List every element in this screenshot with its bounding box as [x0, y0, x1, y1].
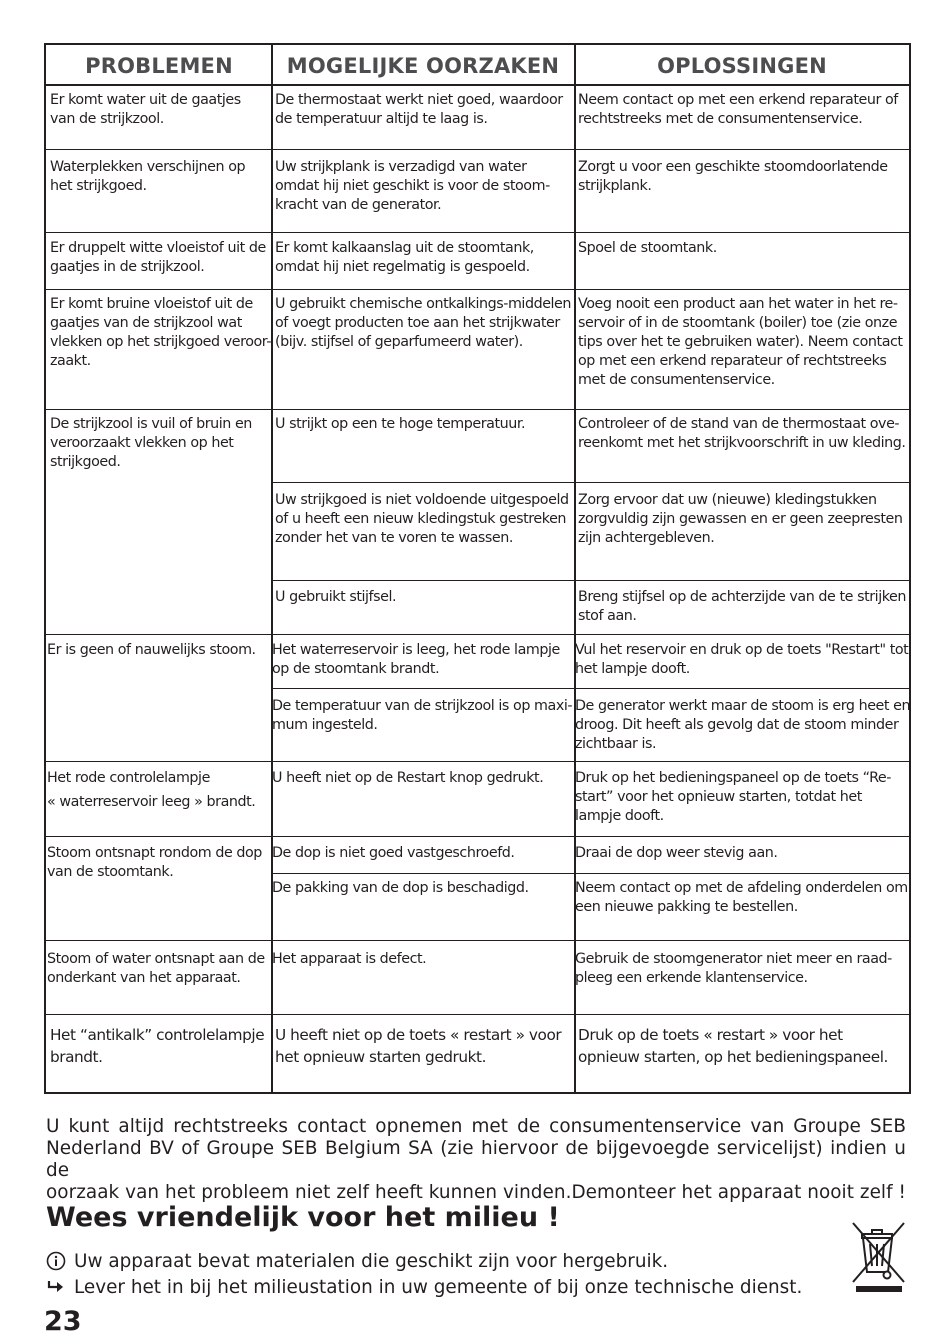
cause-cell: De thermostaat werkt niet goed, waardoor de temperatuur altijd te laag is.	[275, 92, 563, 127]
crossed-out-wheelie-bin-icon	[850, 1220, 908, 1298]
row-divider	[46, 149, 910, 150]
cause-cell: U heeft niet op de toets « restart » voor het opnieuw starten gedrukt.	[275, 1026, 562, 1066]
cause-cell: U gebruikt chemische ontkalkings-middelen of voegt producten toe aan het strijkwater (bijv. stijfsel of geparfumeerd water).	[275, 296, 572, 350]
problem-cell: Het rode controlelampje « waterreservoir leeg » brandt.	[47, 770, 256, 810]
environment-item: Lever het in bij het milieustation in uw gemeente of bij onze technische dienst.	[46, 1276, 802, 1298]
row-divider	[46, 289, 910, 290]
environment-heading: Wees vriendelijk voor het milieu !	[46, 1202, 560, 1233]
column-divider	[271, 45, 273, 1093]
problem-cell: Er is geen of nauwelijks stoom.	[47, 642, 256, 658]
row-divider	[46, 1014, 910, 1015]
row-divider	[46, 84, 910, 86]
solution-cell: Breng stijfsel op de achterzijde van de te strijken stof aan.	[578, 589, 906, 624]
problem-cell: Waterplekken verschijnen op het strijkgoed.	[50, 159, 246, 194]
row-divider	[46, 836, 910, 837]
solution-cell: Gebruik de stoomgenerator niet meer en raad- pleeg een erkende klantenservice.	[575, 951, 892, 986]
environment-item: Uw apparaat bevat materialen die geschikt zijn voor hergebruik.	[46, 1250, 668, 1272]
row-divider	[46, 232, 910, 233]
solution-cell: Neem contact op met een erkend reparateur of rechtstreeks met de consumentenservice.	[578, 92, 898, 127]
solution-cell: De generator werkt maar de stoom is erg heet en droog. Dit heeft als gevolg dat de stoom minder zichtbaar is.	[575, 698, 911, 752]
solution-cell: Spoel de stoomtank.	[578, 240, 717, 256]
page-number: 23	[44, 1306, 82, 1337]
column-divider	[574, 45, 576, 1093]
info-icon	[46, 1250, 74, 1272]
problem-cell: Er komt bruine vloeistof uit de gaatjes van de strijkzool wat vlekken op het strijkgoed veroor- zaakt.	[50, 296, 272, 369]
row-divider	[46, 409, 910, 410]
solution-cell: Zorg ervoor dat uw (nieuwe) kledingstukken zorgvuldig zijn gewassen en er geen zeepresten zijn achtergebleven.	[578, 492, 903, 546]
cause-cell: De dop is niet goed vastgeschroefd.	[272, 845, 515, 861]
problem-cell: Er komt water uit de gaatjes van de strijkzool.	[50, 92, 241, 127]
solution-cell: Vul het reservoir en druk op de toets "Restart" tot het lampje dooft.	[575, 642, 909, 677]
cause-cell: U heeft niet op de Restart knop gedrukt.	[272, 770, 544, 786]
troubleshooting-table	[44, 43, 911, 1094]
contact-paragraph: U kunt altijd rechtstreeks contact opnemen met de consumentenservice van Groupe SEB Nederland BV of Groupe SEB Belgium SA (zie hiervoor de bijgevoegde servicelijst) indien u de oorzaak van het probleem niet zelf heeft kunnen vinden.Demonteer het apparaat nooit zelf !	[46, 1116, 906, 1203]
problem-cell: Er druppelt witte vloeistof uit de gaatjes in de strijkzool.	[50, 240, 266, 275]
header-problems: PROBLEMEN	[85, 53, 233, 78]
header-causes: MOGELIJKE OORZAKEN	[286, 53, 560, 78]
problem-cell: De strijkzool is vuil of bruin en veroorzaakt vlekken op het strijkgoed.	[50, 416, 252, 470]
solution-cell: Neem contact op met de afdeling onderdelen om een nieuwe pakking te bestellen.	[575, 880, 908, 915]
cause-cell: Uw strijkplank is verzadigd van water omdat hij niet geschikt is voor de stoom- kracht van de generator.	[275, 159, 550, 213]
arrow-right-icon	[46, 1276, 74, 1298]
problem-cell: Het “antikalk” controlelampje brandt.	[50, 1026, 265, 1066]
row-divider	[46, 634, 910, 635]
cause-cell: De pakking van de dop is beschadigd.	[272, 880, 529, 896]
cause-cell: De temperatuur van de strijkzool is op maxi- mum ingesteld.	[272, 698, 573, 733]
header-solutions: OPLOSSINGEN	[657, 53, 827, 78]
cause-cell: Het waterreservoir is leeg, het rode lampje op de stoomtank brandt.	[272, 642, 560, 677]
row-divider	[46, 940, 910, 941]
cause-cell: Uw strijkgoed is niet voldoende uitgespoeld of u heeft een nieuw kledingstuk gestreken zonder het van te voren te wassen.	[275, 492, 569, 546]
solution-cell: Controleer of de stand van de thermostaat ove- reenkomt met het strijkvoorschrift in uw kleding.	[578, 416, 906, 451]
subrow-divider	[272, 688, 910, 689]
subrow-divider	[272, 482, 910, 483]
cause-cell: Het apparaat is defect.	[272, 951, 427, 967]
cause-cell: U gebruikt stijfsel.	[275, 589, 397, 605]
solution-cell: Zorgt u voor een geschikte stoomdoorlatende strijkplank.	[578, 159, 888, 194]
subrow-divider	[272, 580, 910, 581]
solution-cell: Voeg nooit een product aan het water in het re- servoir of in de stoomtank (boiler) toe (zie onze tips over het te gebruiken water). Neem contact op met een erkend reparateur of rechtstreeks met de consumentenservice.	[578, 296, 903, 388]
problem-cell: Stoom of water ontsnapt aan de onderkant van het apparaat.	[47, 951, 265, 986]
solution-cell: Draai de dop weer stevig aan.	[575, 845, 778, 861]
solution-cell: Druk op het bedieningspaneel op de toets “Re- start” voor het opnieuw starten, totdat het lampje dooft.	[575, 770, 891, 824]
subrow-divider	[272, 873, 910, 874]
solution-cell: Druk op de toets « restart » voor het opnieuw starten, op het bedieningspaneel.	[578, 1026, 888, 1066]
cause-cell: Er komt kalkaanslag uit de stoomtank, omdat hij niet regelmatig is gespoeld.	[275, 240, 534, 275]
row-divider	[46, 761, 910, 762]
cause-cell: U strijkt op een te hoge temperatuur.	[275, 416, 526, 432]
problem-cell: Stoom ontsnapt rondom de dop van de stoomtank.	[47, 845, 262, 880]
